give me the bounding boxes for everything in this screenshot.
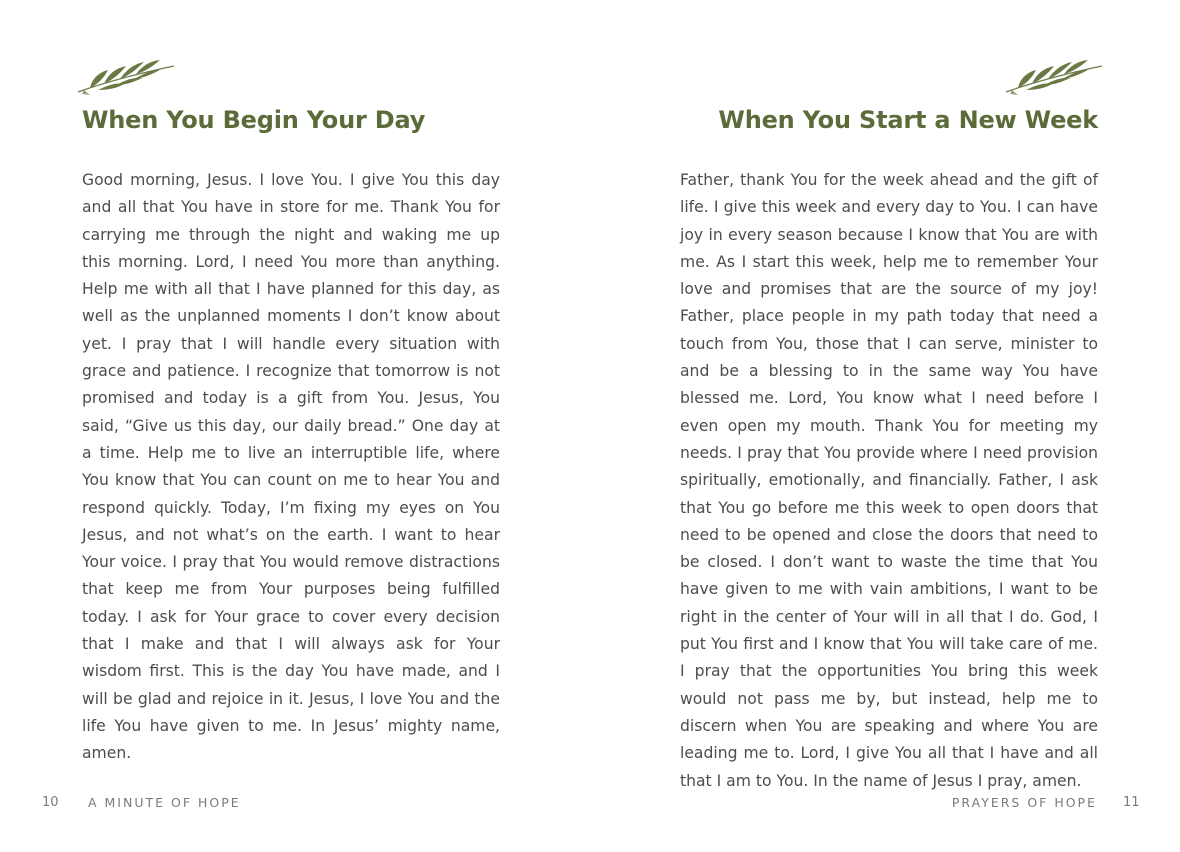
prayer-body: Father, thank You for the week ahead and the gift of life. I give this week and every day to You. I can have joy in every season because I know that You are with me. As I start this week, help me to remember Your love and promises that are the source of my joy! Father, place people in my path today that need a touch from You, those that I can serve, minister to and be a blessing to in the same way You have blessed me. Lord, You know what I need before I even open my mouth. Thank You for meeting my needs. I pray that You provide where I need provision spiritually, emotionally, and financially. Father, I ask that You go before me this week to open doors that need to be opened and close the doors that need to be closed. I don’t want to waste the time that You have given to me with vain ambitions, I want to be right in the center of Your will in all that I do. God, I put You first and I know that You will take care of me. I pray that the opportunities You bring this week would not pass me by, but instead, help me to discern when You are speaking and where You are leading me to. Lord, I give You all that I have and all that I am to You. In the name of Jesus I pray, amen. (680, 171, 1098, 790)
prayer-title: When You Start a New Week (718, 106, 1098, 134)
running-head: PRAYERS OF HOPE (951, 795, 1097, 810)
prayer-title: When You Begin Your Day (82, 106, 426, 134)
olive-branch-icon (1004, 52, 1104, 98)
prayer-body: Good morning, Jesus. I love You. I give You this day and all that You have in store for me. Thank You for carrying me through the night and waking me up this morning. Lord, I need You more than anything. Help me with all that I have planned for this day, as well as the unplanned moments I don’t know about yet. I pray that I will handle every situation with grace and patience. I recognize that tomorrow is not promised and today is a gift from You. Jesus, You said, “Give us this day, our daily bread.” One day at a time. Help me to live an interruptible life, where You know that You can count on me to hear You and respond quickly. Today, I’m fixing my eyes on You Jesus, and not what’s on the earth. I want to hear Your voice. I pray that You would remove distractions that keep me from Your purposes being fulfilled today. I ask for Your grace to cover every decision that I make and that I will always ask for Your wisdom first. This is the day You have made, and I will be glad and rejoice in it. Jesus, I love You and the life You have given to me. In Jesus’ mighty name, amen. (82, 171, 500, 763)
page-number: 10 (42, 795, 59, 810)
right-page (590, 0, 1180, 852)
page-number: 11 (1123, 795, 1140, 810)
running-head: A MINUTE OF HOPE (88, 795, 241, 810)
olive-branch-icon (76, 52, 176, 98)
